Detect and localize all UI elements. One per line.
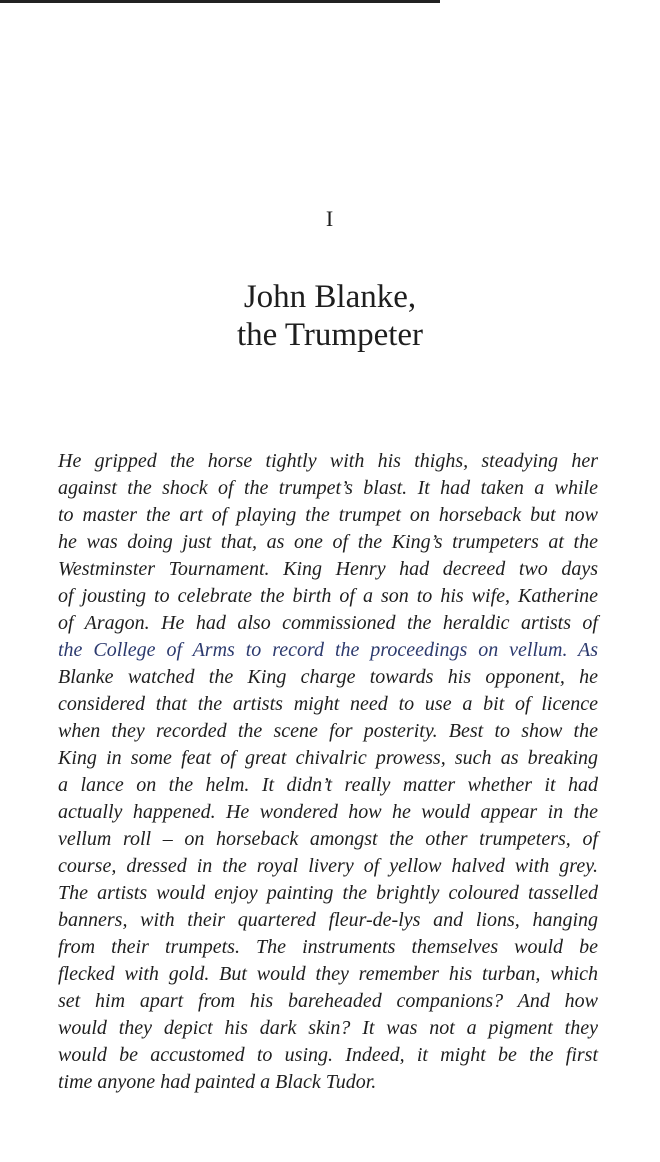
text-line: vellum roll – on horseback amongst the other trumpeters, of (58, 828, 598, 850)
text-line: of Aragon. He had also commissioned the heraldic artists of (58, 612, 598, 634)
text-line: course, dressed in the royal livery of yellow halved with grey. (58, 855, 598, 877)
text-line: would they depict his dark skin? It was not a pigment they (58, 1017, 598, 1039)
text-line: He gripped the horse tightly with his thighs, steadying her (58, 450, 598, 472)
chapter-number: I (325, 206, 335, 231)
text-line: against the shock of the trumpet’s blast. It had taken a while (58, 477, 598, 499)
text-line: from their trumpets. The instruments themselves would be (58, 936, 598, 958)
chapter-title (0, 278, 660, 354)
text-line: flecked with gold. But would they remember his turban, which (58, 963, 598, 985)
top-border-rule (0, 0, 440, 3)
text-line: The artists would enjoy painting the brightly coloured tasselled (58, 882, 598, 904)
chapter-title-line-2: the Trumpeter (236, 317, 424, 353)
text-line: the College of Arms to record the proceedings on vellum. As (58, 639, 598, 661)
text-line: banners, with their quartered fleur-de-lys and lions, hanging (58, 909, 598, 931)
text-line: Westminster Tournament. King Henry had decreed two days (58, 558, 598, 580)
text-line: set him apart from his bareheaded companions? And how (58, 990, 598, 1012)
text-line: would be accustomed to using. Indeed, it might be the first (58, 1044, 598, 1066)
text-line: considered that the artists might need to use a bit of licence (58, 693, 598, 715)
text-line: he was doing just that, as one of the King’s trumpeters at the (58, 531, 598, 553)
body-paragraph (58, 448, 598, 1096)
text-line: Blanke watched the King charge towards his opponent, he (58, 666, 598, 688)
text-line: King in some feat of great chivalric prowess, such as breaking (58, 747, 598, 769)
text-line: time anyone had painted a Black Tudor. (58, 1071, 377, 1093)
chapter-title-line-1: John Blanke, (243, 279, 417, 315)
text-line: of jousting to celebrate the birth of a son to his wife, Katherine (58, 585, 598, 607)
text-line: a lance on the helm. It didn’t really matter whether it had (58, 774, 598, 796)
text-line: when they recorded the scene for posterity. Best to show the (58, 720, 598, 742)
text-line: to master the art of playing the trumpet on horseback but now (58, 504, 598, 526)
text-line: actually happened. He wondered how he would appear in the (58, 801, 598, 823)
